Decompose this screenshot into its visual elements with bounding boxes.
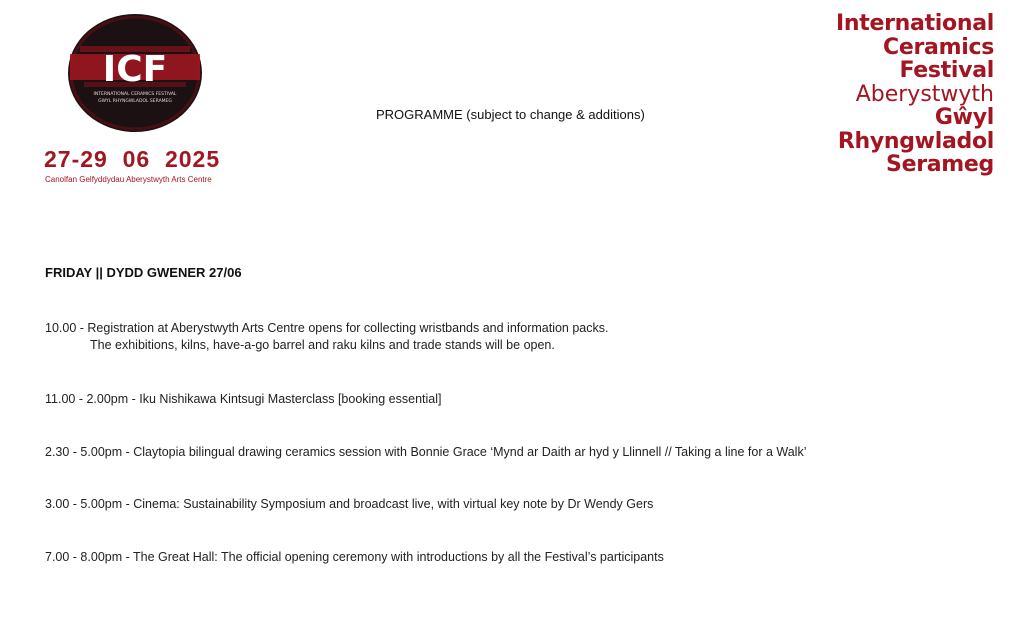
- schedule-item-text: 2.30 - 5.00pm - Claytopia bilingual drawing ceramics session with Bonnie Grace ‘Mynd ar Daith ar hyd y Llinnell // Taking a line for a Walk’: [45, 445, 807, 459]
- programme-title: PROGRAMME (subject to change & additions): [376, 107, 645, 122]
- festival-name-line: Gŵyl: [934, 105, 994, 130]
- logo-initials: ICF: [102, 49, 168, 90]
- schedule-item: [45, 392, 441, 406]
- venue-name: Canolfan Gelfyddydau Aberystwyth Arts Centre: [45, 175, 212, 184]
- schedule-item-text: 10.00 - Registration at Aberystwyth Arts Centre opens for collecting wristbands and information packs.: [45, 321, 609, 335]
- schedule-item: [45, 445, 806, 459]
- schedule-item-text: 11.00 - 2.00pm - Iku Nishikawa Kintsugi Masterclass [booking essential]: [45, 392, 442, 406]
- schedule-item-continuation: The exhibitions, kilns, have-a-go barrel and raku kilns and trade stands will be open.: [90, 338, 555, 352]
- schedule-item-text: 3.00 - 5.00pm - Cinema: Sustainability Symposium and broadcast live, with virtual key note by Dr Wendy Gers: [45, 497, 654, 511]
- festival-name-line: Serameg: [886, 152, 994, 177]
- festival-name-line: Festival: [899, 58, 994, 83]
- schedule-item-text: 7.00 - 8.00pm - The Great Hall: The official opening ceremony with introductions by all the Festival’s participants: [45, 550, 664, 564]
- festival-name-line: International: [836, 11, 994, 36]
- festival-location: Aberystwyth: [855, 81, 994, 107]
- festival-name-line: Ceramics: [883, 34, 994, 60]
- event-dates: 27-29 06 2025: [44, 146, 221, 172]
- logo-line-2: GWYL RHYNGWLADOL SERAMEG: [98, 99, 172, 104]
- festival-wordmark: [836, 12, 994, 177]
- day-heading: FRIDAY || DYDD GWENER 27/06: [45, 265, 242, 280]
- festival-name-line: Rhyngwladol: [837, 128, 994, 154]
- schedule-item: [45, 497, 653, 511]
- festival-logo: [66, 12, 204, 134]
- festival-logo-disc: [66, 12, 204, 134]
- logo-line-1: INTERNATIONAL CERAMICS FESTIVAL: [93, 92, 177, 97]
- schedule-item: [45, 550, 664, 564]
- schedule-item: [45, 321, 608, 352]
